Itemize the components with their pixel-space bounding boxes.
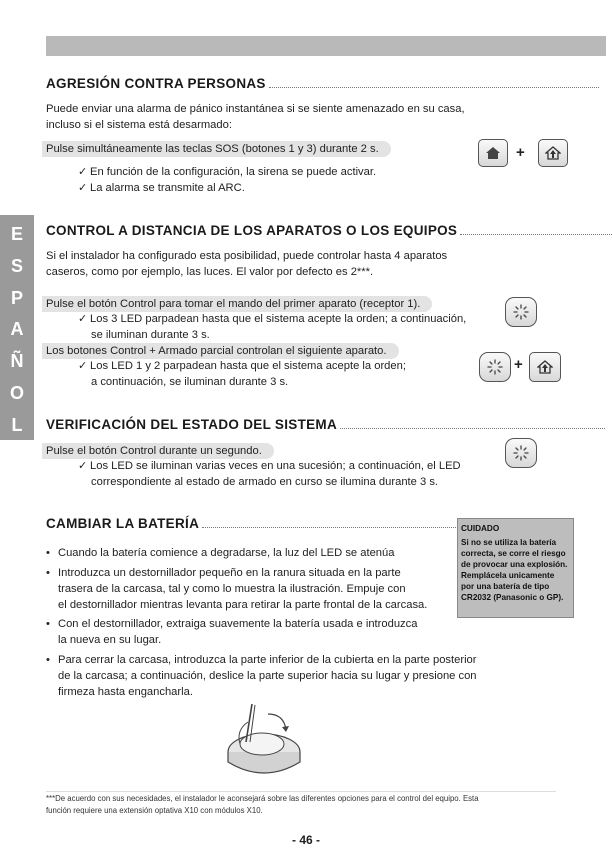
bullet-icon: • bbox=[46, 618, 50, 630]
page-number: - 46 - bbox=[291, 833, 320, 847]
top-header-bar bbox=[46, 36, 606, 56]
footnote bbox=[46, 791, 556, 817]
check-text: Los LED se iluminan varias veces en una sucesión; a continuación, el LED bbox=[90, 460, 461, 472]
bullet-text: la nueva en su lugar. bbox=[58, 634, 162, 646]
remote-control-intro bbox=[46, 248, 447, 280]
side-tab-letter: L bbox=[11, 414, 23, 435]
dotted-leader bbox=[202, 526, 470, 528]
plus-sign: + bbox=[514, 356, 523, 373]
footnote-line: función requiere una extensión optativa X10 con módulos X10. bbox=[46, 806, 263, 815]
check-text: correspondiente al estado de armado en curso se ilumina durante 3 s. bbox=[91, 476, 439, 488]
caution-text: Si no se utiliza la batería bbox=[461, 538, 557, 547]
list-item bbox=[46, 652, 477, 700]
bullet-text: trasera de la carcasa, tal y como lo muestra la ilustración. Empuje con bbox=[58, 583, 406, 595]
section-heading-battery bbox=[46, 516, 470, 531]
instruction-control-arm: Los botones Control + Armado parcial controlan el siguiente aparato. bbox=[42, 343, 399, 359]
control-button-icon bbox=[479, 352, 511, 382]
list-item bbox=[46, 565, 427, 613]
bullet-text: Para cerrar la carcasa, introduzca la parte inferior de la cubierta en la parte posterior bbox=[58, 654, 477, 666]
side-tab-letter: Ñ bbox=[10, 351, 24, 372]
bullet-icon: • bbox=[46, 654, 50, 666]
section-heading-remote-control bbox=[46, 223, 612, 238]
caution-text: por una batería de tipo bbox=[461, 582, 550, 591]
check-text: Los LED 1 y 2 parpadean hasta que el sistema acepte la orden; bbox=[90, 360, 406, 372]
section-title: AGRESIÓN CONTRA PERSONAS bbox=[46, 76, 266, 91]
check-text: En función de la configuración, la sirena se puede activar. bbox=[90, 166, 377, 178]
text-line: Si el instalador ha configurado esta posibilidad, puede controlar hasta 4 aparatos bbox=[46, 250, 448, 262]
text-line: caseros, como por ejemplo, las luces. El valor por defecto es 2***. bbox=[46, 266, 374, 278]
section-title: CAMBIAR LA BATERÍA bbox=[46, 516, 200, 531]
check-icon: ✓ bbox=[78, 460, 88, 472]
side-tab-letter: E bbox=[10, 224, 23, 244]
caution-text: de provocar una explosión. bbox=[461, 560, 568, 569]
text-line: incluso si el sistema está desarmado: bbox=[46, 119, 232, 131]
caution-box bbox=[457, 518, 574, 618]
footnote-line: ***De acuerdo con sus necesidades, el instalador le aconsejará sobre las diferentes opciones para el control del equipo. Esta bbox=[46, 794, 479, 803]
check-item bbox=[78, 311, 466, 343]
instruction-check-status: Pulse el botón Control durante un segundo. bbox=[42, 443, 274, 459]
check-item bbox=[78, 164, 376, 180]
side-tab-letter: P bbox=[10, 287, 23, 308]
plus-sign: + bbox=[516, 144, 525, 161]
check-text: Los 3 LED parpadean hasta que el sistema acepte la orden; a continuación, bbox=[90, 313, 467, 325]
caution-text: Remplácela unicamente bbox=[461, 571, 555, 580]
side-tab-letter: A bbox=[10, 319, 24, 340]
bullet-text: el destornillador mientras levanta para retirar la parte frontal de la carcasa. bbox=[58, 599, 428, 611]
text-line: Puede enviar una alarma de pánico instantánea si se siente amenazado en su casa, bbox=[46, 103, 465, 115]
side-tab-letter: O bbox=[9, 383, 24, 404]
bullet-text: Con el destornillador, extraiga suavemente la batería usada e introduzca bbox=[58, 618, 418, 630]
control-button-icon bbox=[505, 297, 537, 327]
side-tab-letter: S bbox=[10, 255, 23, 276]
section-heading-aggression bbox=[46, 76, 599, 91]
check-item bbox=[78, 458, 461, 490]
list-item bbox=[46, 616, 417, 648]
section-heading-status bbox=[46, 417, 605, 432]
caution-text: correcta, se corre el riesgo bbox=[461, 549, 566, 558]
battery-replacement-illustration bbox=[222, 700, 312, 780]
instruction-sos: Pulse simultáneamente las teclas SOS (botones 1 y 3) durante 2 s. bbox=[42, 141, 391, 157]
check-text: La alarma se transmite al ARC. bbox=[90, 182, 245, 194]
section-title: CONTROL A DISTANCIA DE LOS APARATOS O LOS EQUIPOS bbox=[46, 223, 458, 238]
caution-text: CR2032 (Panasonic o GP). bbox=[461, 593, 564, 602]
check-icon: ✓ bbox=[78, 360, 88, 372]
check-icon: ✓ bbox=[78, 182, 88, 194]
bullet-icon: • bbox=[46, 547, 50, 559]
dotted-leader bbox=[269, 86, 599, 88]
instruction-control: Pulse el botón Control para tomar el mando del primer aparato (receptor 1). bbox=[42, 296, 432, 312]
check-icon: ✓ bbox=[78, 313, 88, 325]
house-button-icon bbox=[478, 139, 508, 167]
bullet-text: firmeza hasta engancharla. bbox=[58, 686, 193, 698]
dotted-leader bbox=[340, 427, 605, 429]
aggression-intro bbox=[46, 101, 465, 133]
check-text: se iluminan durante 3 s. bbox=[91, 329, 210, 341]
language-side-tab bbox=[0, 215, 34, 440]
check-text: a continuación, se iluminan durante 3 s. bbox=[91, 376, 289, 388]
house-arm-button-icon bbox=[538, 139, 568, 167]
section-title: VERIFICACIÓN DEL ESTADO DEL SISTEMA bbox=[46, 417, 338, 432]
dotted-leader bbox=[460, 233, 612, 235]
list-item bbox=[46, 545, 394, 561]
bullet-text: de la carcasa; a continuación, deslice la parte superior hacia su lugar y presione con bbox=[58, 670, 477, 682]
caution-title: CUIDADO bbox=[461, 524, 500, 533]
bullet-text: Cuando la batería comience a degradarse, la luz del LED se atenúa bbox=[58, 547, 395, 559]
bullet-text: Introduzca un destornillador pequeño en la ranura situada en la parte bbox=[58, 567, 401, 579]
check-item bbox=[78, 358, 406, 390]
check-item bbox=[78, 180, 245, 196]
control-button-icon bbox=[505, 438, 537, 468]
house-arm-button-icon bbox=[529, 352, 561, 382]
check-icon: ✓ bbox=[78, 166, 88, 178]
bullet-icon: • bbox=[46, 567, 50, 579]
